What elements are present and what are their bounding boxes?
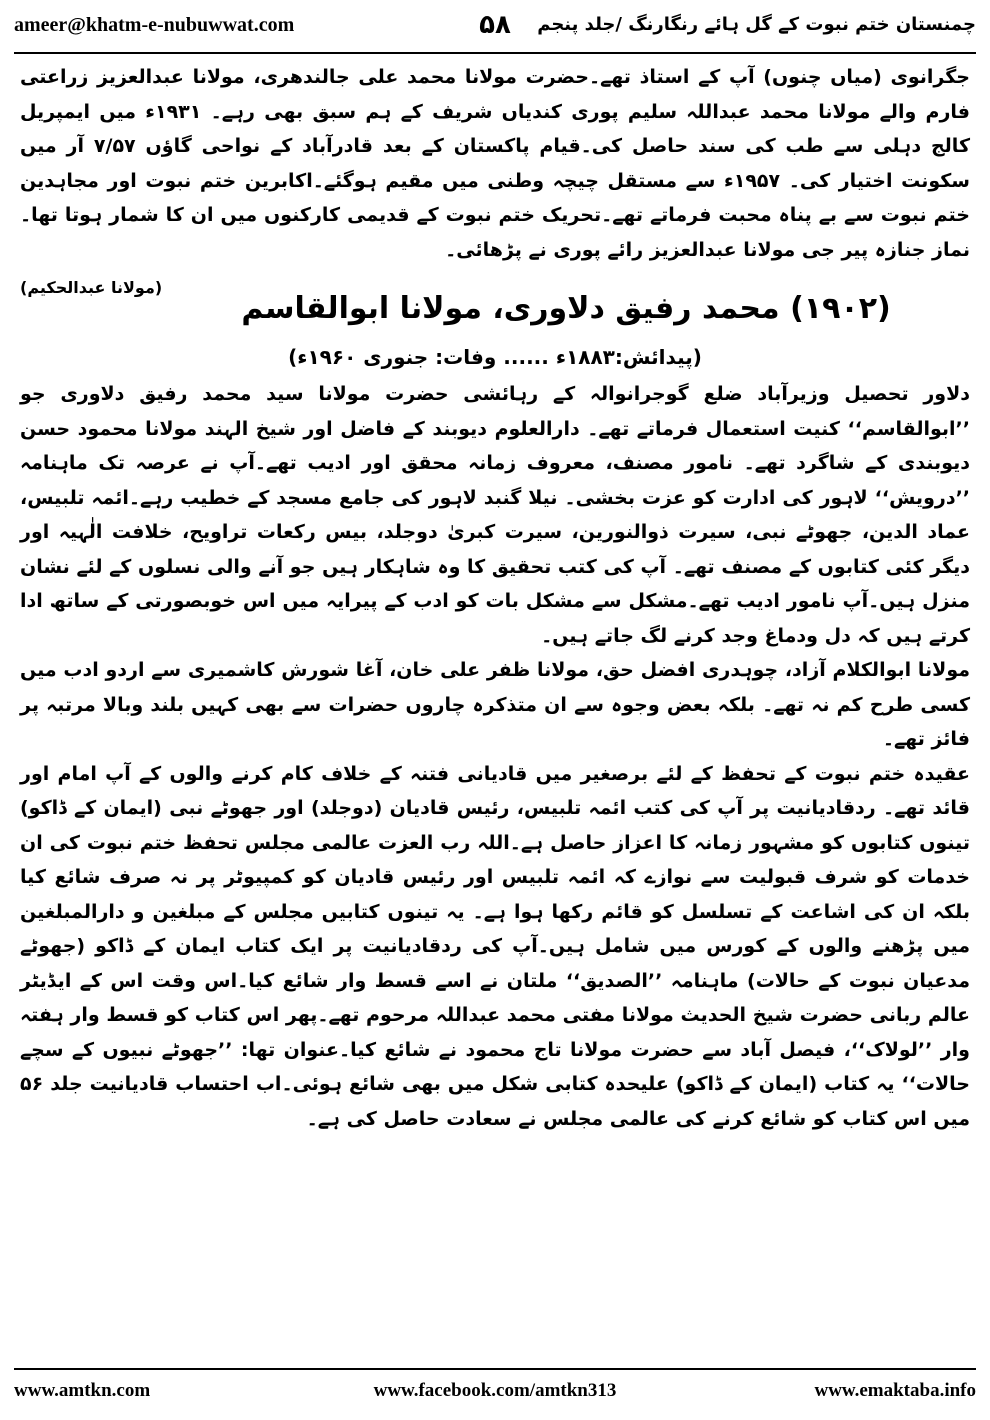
body-paragraph: عقیدہ ختم نبوت کے تحفظ کے لئے برصغیر میں قادیانی فتنہ کے خلاف کام کرنے والوں کے آپ امام اور قائد تھے۔ ردقادیانیت پر آپ کی کتب ائمہ تلبیس، رئیس قادیان (دوجلد) اور جھوٹے نبی (ایمان کے ڈاکو) تینوں کتابوں کو مشہور زمانہ کا اعزاز حاصل ہے۔اللہ رب العزت عالمی مجلس تحفظ ختم نبوت کی ان خدمات کو شرف قبولیت سے نوازے کہ ائمہ تلبیس اور رئیس قادیان کو کمپیوٹر پر نہ صرف شائع کیا بلکہ ان کی اشاعت کے تسلسل کو قائم رکھا ہوا ہے۔ یہ تینوں کتابیں مجلس کے مبلغین و دارالمبلغین میں پڑھنے والوں کے کورس میں شامل ہیں۔آپ کی ردقادیانیت پر ایک کتاب ایمان کے ڈاکو (جھوٹے مدعیان نبوت کے حالات) ماہنامہ ’’الصدیق‘‘ ملتان نے اسے قسط وار شائع کیا۔اس وقت اس کے ایڈیٹر عالم ربانی حضرت شیخ الحدیث مولانا مفتی محمد عبداللہ مرحوم تھے۔پھر اس کتاب کو قسط وار ہفتہ وار ’’لولاک‘‘، فیصل آباد سے حضرت مولانا تاج محمود نے شائع کیا۔عنوان تھا: ’’جھوٹے نبیوں کے سچے حالات‘‘ یہ کتاب (ایمان کے ڈاکو) علیحدہ کتابی شکل میں بھی شائع ہوئی۔اب احتساب قادیانیت جلد ۵۶ میں اس کتاب کو شائع کرنے کی عالمی مجلس نے سعادت حاصل کی ہے۔: [20, 762, 970, 1130]
body-paragraph: دلاور تحصیل وزیرآباد ضلع گوجرانوالہ کے رہائشی حضرت مولانا سید محمد رفیق دلاوری جو ’’ابوالقاسم‘‘ کنیت استعمال فرماتے تھے۔ دارالعلوم دیوبند کے فاضل اور شیخ الہند مولانا محمود حسن دیوبندی کے شاگرد تھے۔ نامور مصنف، معروف زمانہ محقق اور ادیب تھے۔آپ نے عرصہ تک ماہنامہ ’’درویش‘‘ لاہور کی ادارت کو عزت بخشی۔ نیلا گنبد لاہور کی جامع مسجد کے خطیب رہے۔ائمہ تلبیس، عماد الدین، جھوٹے نبی، سیرت ذوالنورین، سیرت کبریٰ دوجلد، بیس رکعات تراویح، خلافت الٰہیہ اور دیگر کئی کتابوں کے مصنف تھے۔ آپ کی کتب تحقیق کا وہ شاہکار ہیں جو آنے والی نسلوں کے لئے نشان منزل ہیں۔آپ نامور ادیب تھے۔مشکل سے مشکل بات کو ادب کے پیرایہ میں اس خوبصورتی کے ساتھ ادا کرتے ہیں کہ دل ودماغ وجد کرنے لگ جاتے ہیں۔: [20, 383, 970, 647]
page-body: [20, 60, 970, 1360]
footer-link-amtkn[interactable]: www.amtkn.com: [14, 1380, 151, 1401]
footer-divider: [14, 1368, 976, 1370]
author-credit: (مولانا عبدالحکیم): [20, 278, 163, 297]
page-header: [14, 10, 976, 50]
footer-link-facebook[interactable]: www.facebook.com/amtkn313: [373, 1380, 617, 1401]
page-footer: [14, 1380, 976, 1410]
intro-paragraph: جگرانوی (میاں چنوں) آپ کے استاذ تھے۔حضرت مولانا محمد علی جالندھری، مولانا عبدالعزیز زراعتی فارم والے مولانا محمد عبداللہ سلیم پوری کندیاں شریف کے ہم سبق بھی رہے۔ ۱۹۳۱ء میں ایمپریل کالج دہلی سے طب کی سند حاصل کی۔قیام پاکستان کے بعد قادرآباد کے نواحی گاؤں ۷/۵۷ آر میں سکونت اختیار کی۔ ۱۹۵۷ء سے مستقل چیچہ وطنی میں مقیم ہوگئے۔اکابرین ختم نبوت اور مجاہدین ختم نبوت سے بے پناہ محبت فرماتے تھے۔تحریک ختم نبوت کے قدیمی کارکنوں میں ان کا شمار ہوتا تھا۔نماز جنازہ پیر جی مولانا عبدالعزیز رائے پوری نے پڑھائی۔: [20, 66, 970, 261]
birth-death-dates: (پیدائش:۱۸۸۳ء ...... وفات: جنوری ۱۹۶۰ء): [288, 345, 702, 369]
header-email[interactable]: ameer@khatm-e-nubuwwat.com: [14, 14, 295, 36]
footer-link-emaktaba[interactable]: www.emaktaba.info: [814, 1380, 976, 1401]
page-number: ۵۸: [479, 10, 511, 40]
book-title: چمنستان ختم نبوت کے گل ہائے رنگارنگ /جلد پنجم: [537, 14, 976, 35]
section-title: (۱۹۰۲) محمد رفیق دلاوری، مولانا ابوالقاسم: [241, 291, 891, 326]
header-divider: [14, 52, 976, 54]
body-paragraph: مولانا ابوالکلام آزاد، چوہدری افضل حق، مولانا ظفر علی خان، آغا شورش کاشمیری سے اردو ادب میں کسی طرح کم نہ تھے۔ بلکہ بعض وجوہ سے ان متذکرہ چاروں حضرات سے بھی کہیں بلند وبالا مرتبہ پر فائز تھے۔: [20, 659, 970, 750]
